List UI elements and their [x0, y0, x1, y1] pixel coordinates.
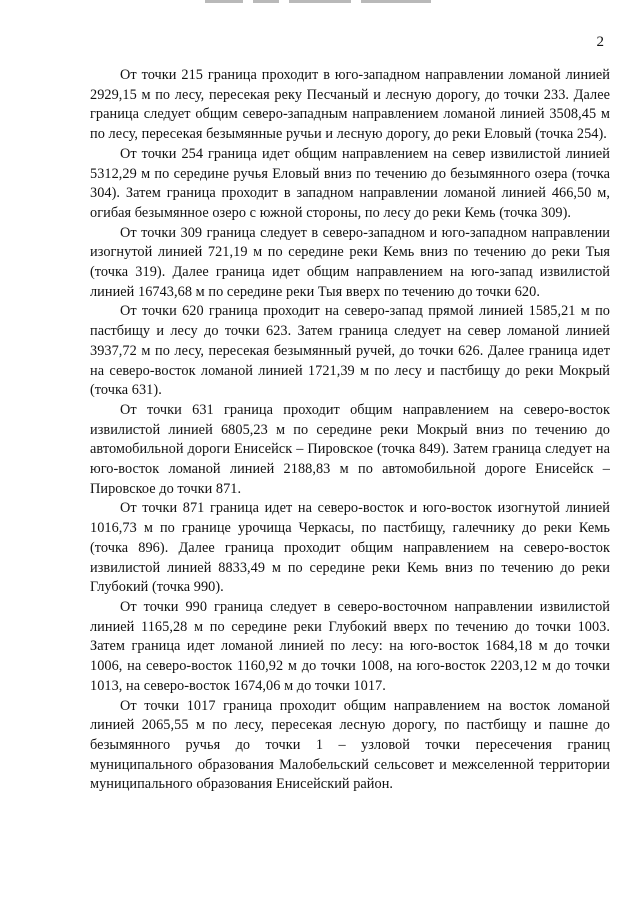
paragraph: От точки 631 граница проходит общим направлением на северо-восток извилистой линией 6805,23 м по середине реки Мокрый вниз по течению до автомобильной дороги Енисейск – Пировское (точка 849). Затем граница следует на юго-восток ломаной линией 2188,83 м по автомобильной дороге Енисейск – Пировское до точки 871. [90, 401, 610, 497]
paragraph: От точки 620 граница проходит на северо-запад прямой линией 1585,21 м по пастбищу и лесу до точки 623. Затем граница следует на север ломаной линией 3937,72 м по лесу, пересекая безымянный ручей, до точки 626. Далее граница идет на северо-восток ломаной линией 1721,39 м по лесу и пастбищу до реки Мокрый (точка 631). [90, 303, 610, 399]
paragraph: От точки 871 граница идет на северо-восток и юго-восток изогнутой линией 1016,73 м по границе урочища Черкасы, по пастбищу, галечнику до реки Кемь (точка 896). Далее граница проходит общим направлением на северо-восток извилистой линией 8833,49 м по середине реки Кемь вниз по течению до реки Глубокий (точка 990). [90, 500, 610, 596]
paragraph: От точки 990 граница следует в северо-восточном направлении извилистой линией 1165,28 м по середине реки Глубокий вверх по течению до точки 1003. Затем граница идет ломаной линией по лесу: на юго-восток 1684,18 м до точки 1006, на северо-восток 1160,92 м до точки 1008, на юго-восток 2203,12 м до точки 1013, на северо-восток 1674,06 м до точки 1017. [90, 598, 610, 694]
scan-edge-marks [205, 0, 435, 4]
paragraph: От точки 309 граница следует в северо-западном и юго-западном направлении изогнутой линией 721,19 м по середине реки Кемь вниз по течению до реки Тыя (точка 319). Далее граница идет общим направлением на юго-запад извилистой линией 16743,68 м по середине реки Тыя вверх по течению до точки 620. [90, 224, 610, 300]
paragraph: От точки 215 граница проходит в юго-западном направлении ломаной линией 2929,15 м по лесу, пересекая реку Песчаный и лесную дорогу, до точки 233. Далее граница следует общим северо-западным направлением ломаной линией 3508,45 м по лесу, пересекая безымянные ручьи и лесную дорогу, до реки Еловый (точка 254). [90, 67, 610, 143]
document-body [90, 66, 610, 795]
page-number: 2 [596, 34, 604, 50]
paragraph: От точки 1017 граница проходит общим направлением на восток ломаной линией 2065,55 м по лесу, пересекая лесную дорогу, по пастбищу и пашне до безымянного ручья до точки 1 – узловой точки пересечения границ муниципального образования Малобельский сельсовет и межселенной территории муниципального образования Енисейский район. [90, 697, 610, 793]
paragraph: От точки 254 граница идет общим направлением на север извилистой линией 5312,29 м по середине ручья Еловый вниз по течению до безымянного озера (точка 304). Затем граница проходит в западном направлении ломаной линией 466,50 м, огибая безымянное озеро с южной стороны, по лесу до реки Кемь (точка 309). [90, 145, 610, 221]
